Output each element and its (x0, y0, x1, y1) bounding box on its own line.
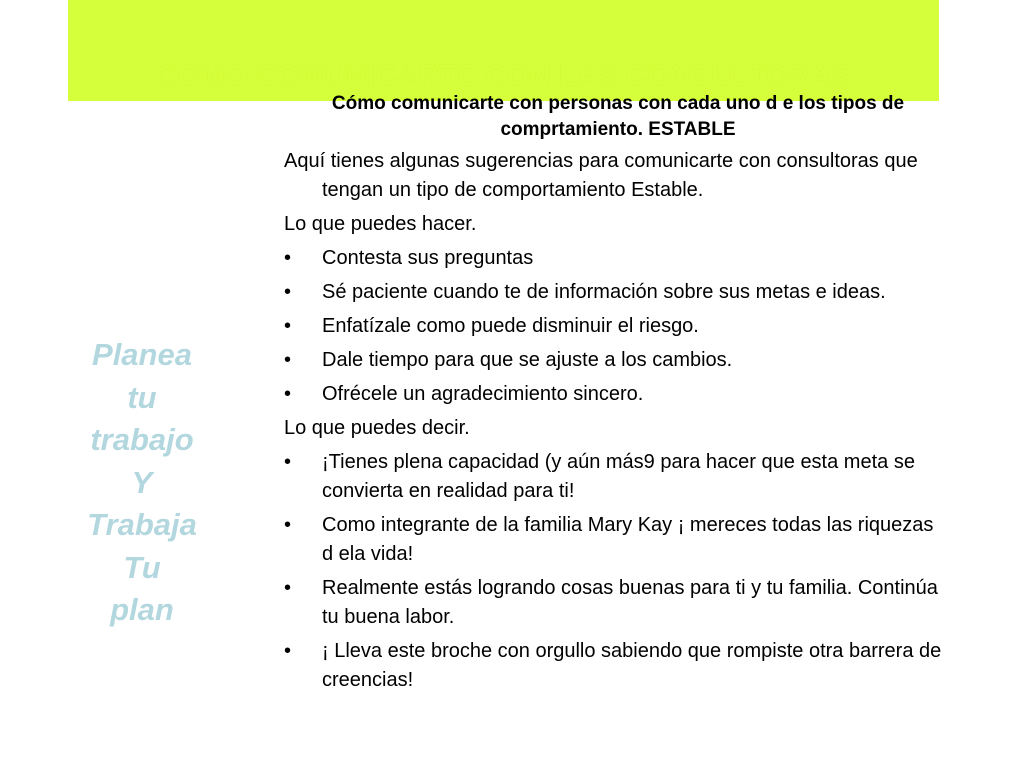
list-item (284, 244, 944, 273)
bullet-icon: • (284, 315, 292, 337)
bullet-icon: • (284, 383, 292, 405)
list-item (284, 574, 944, 632)
list-item-text: Ofrécele un agradecimiento sincero. (322, 383, 644, 405)
side-line: trabajo (90, 422, 194, 457)
list-item-text: ¡ Lleva este broche con orgullo sabiendo que rompiste otra barrera de creencias! (322, 640, 942, 691)
section-heading-say: Lo que puedes decir. (284, 417, 470, 439)
list-item (284, 380, 944, 409)
list-item (284, 448, 944, 506)
intro-paragraph: Aquí tienes algunas sugerencias para comunicarte con consultoras que tengan un tipo de comportamiento Estable. (284, 150, 918, 201)
side-line: Planea (92, 337, 192, 372)
list-item (284, 637, 944, 695)
list-item-text: Realmente estás logrando cosas buenas para ti y tu familia. Continúa tu buena labor. (322, 577, 938, 628)
side-line: tu (127, 379, 157, 415)
list-item-text: Como integrante de la familia Mary Kay ¡ mereces todas las riquezas d ela vida! (322, 514, 934, 565)
list-item-text: Dale tiempo para que se ajuste a los cambios. (322, 349, 733, 371)
side-line: Y (131, 464, 153, 500)
bullet-icon: • (284, 349, 292, 371)
section-heading-do: Lo que puedes hacer. (284, 213, 477, 235)
content-body (284, 91, 944, 700)
bullet-icon: • (284, 281, 292, 303)
side-line: Trabaja (87, 507, 197, 542)
list-item-text: Enfatízale como puede disminuir el riesgo. (322, 315, 699, 337)
list-item (284, 511, 944, 569)
side-slogan (68, 334, 216, 632)
side-line: plan (110, 592, 174, 627)
slide-title: COMO COMUNICARTE CON LAS CONSULTORAS (156, 60, 851, 92)
list-item-text: Contesta sus preguntas (322, 247, 534, 269)
list-item-text: Sé paciente cuando te de información sobre sus metas e ideas. (322, 281, 886, 303)
list-item (284, 346, 944, 375)
list-item (284, 312, 944, 341)
title-bar (68, 0, 939, 101)
bullet-icon: • (284, 451, 292, 473)
list-item-text: ¡Tienes plena capacidad (y aún más9 para hacer que esta meta se convierta en realidad para ti! (322, 451, 915, 502)
side-line: Tu (123, 549, 161, 585)
bullet-icon: • (284, 640, 292, 662)
bullet-icon: • (284, 577, 292, 599)
bullet-icon: • (284, 514, 292, 536)
slide-subtitle: Cómo comunicarte con personas con cada uno d e los tipos de comprtamiento. ESTABLE (331, 93, 905, 140)
list-item (284, 278, 944, 307)
bullet-icon: • (284, 247, 292, 269)
